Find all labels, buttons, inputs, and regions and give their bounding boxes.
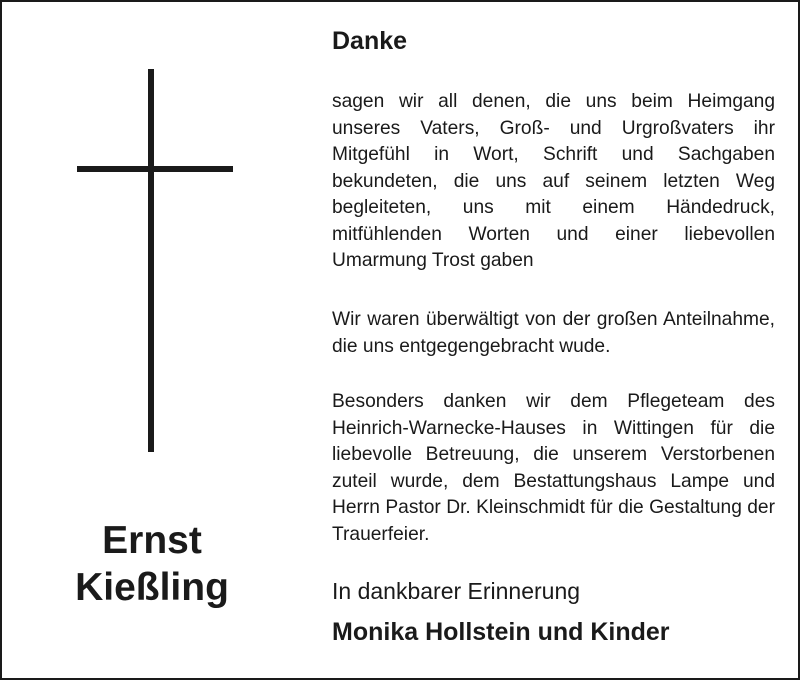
notice-heading: Danke [332,27,408,55]
cross-horizontal-beam [77,166,233,172]
deceased-last-name: Kießling [75,566,229,609]
deceased-first-name: Ernst [102,519,202,562]
signature: Monika Hollstein und Kinder [332,618,670,646]
special-thanks-paragraph: Besonders danken wir dem Pflegeteam des Heinrich-Warnecke-Hauses in Wittingen für die liebevolle Betreuung, die unserem Verstorbenen zuteil wurde, dem Bestattungshaus Lampe und Herrn Pastor Dr. Kleinschmidt für die Gestaltung der Trauerfeier. [332,391,775,545]
sympathy-paragraph: Wir waren überwältigt von der großen Anteilnahme, die uns entgegengebracht wude. [332,309,775,357]
cross-vertical-beam [148,69,154,452]
closing-line: In dankbarer Erinnerung [332,578,581,604]
thanks-paragraph: sagen wir all denen, die uns beim Heimgang unseres Vaters, Groß- und Urgroßvaters ihr Mitgefühl in Wort, Schrift und Sachgaben bekundeten, die uns auf seinem letzten Weg begleiteten, uns mit einem Händedruck, mitfühlenden Worten und einer liebevollen Umarmung Trost gaben [332,91,775,271]
